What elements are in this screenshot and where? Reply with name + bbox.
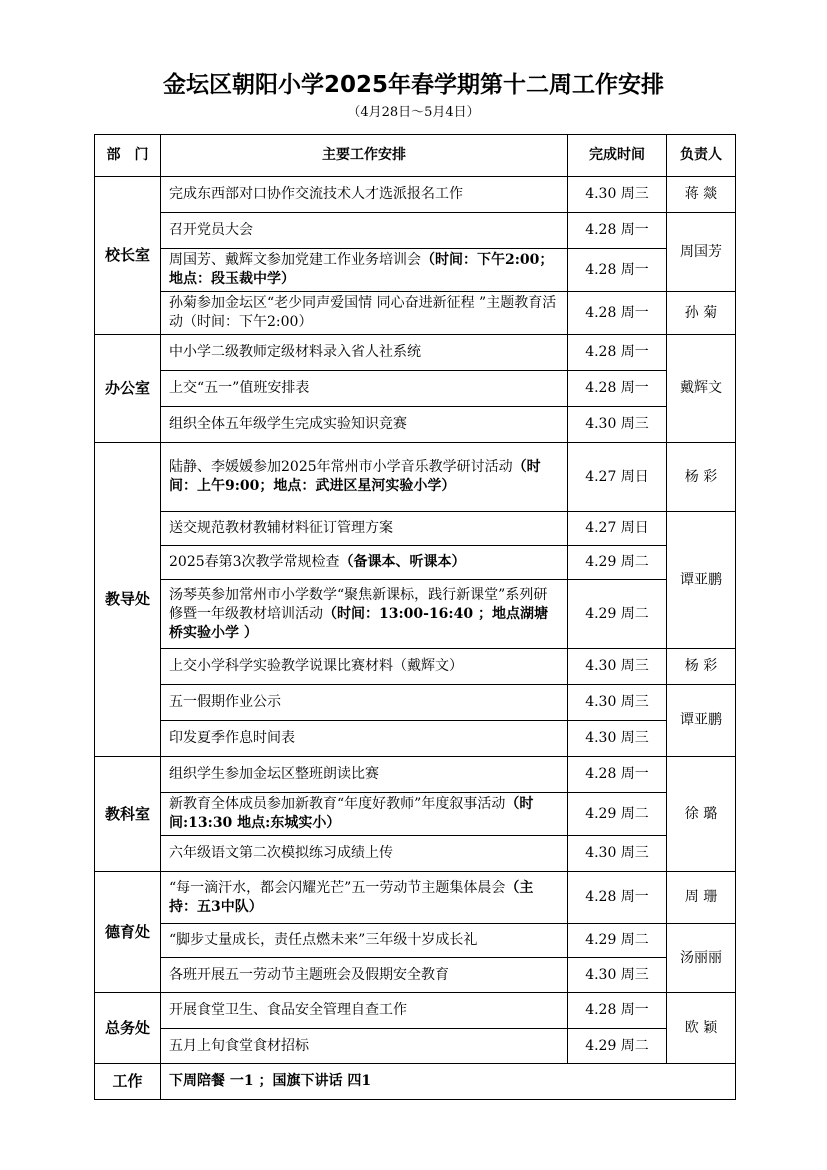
task-cell: 送交规范教材教辅材料征订管理方案 bbox=[161, 512, 568, 546]
header-time: 完成时间 bbox=[568, 135, 667, 177]
table-row bbox=[95, 793, 736, 836]
task-cell: 中小学二级教师定级材料录入省人社系统 bbox=[161, 335, 568, 371]
table-row bbox=[95, 407, 736, 443]
table-row bbox=[95, 649, 736, 685]
page-subtitle: （4月28日～5月4日） bbox=[347, 105, 480, 120]
time-cell: 4.28 周一 bbox=[568, 371, 667, 407]
task-cell: 上交小学科学实验教学说课比赛材料（戴辉文） bbox=[161, 649, 568, 685]
task-cell: 五一假期作业公示 bbox=[161, 685, 568, 721]
table-row bbox=[95, 836, 736, 872]
time-cell: 4.28 周一 bbox=[568, 872, 667, 924]
task-cell: 新教育全体成员参加新教育“年度好教师”年度叙事活动（时间:13:30 地点:东城实小） bbox=[161, 793, 568, 836]
person-cell: 欧 颖 bbox=[667, 993, 736, 1064]
task-cell: 组织学生参加金坛区整班朗读比赛 bbox=[161, 757, 568, 793]
task-cell: 上交“五一”值班安排表 bbox=[161, 371, 568, 407]
time-cell: 4.30 周三 bbox=[568, 685, 667, 721]
task-cell: 印发夏季作息时间表 bbox=[161, 721, 568, 757]
person-cell: 杨 彩 bbox=[667, 649, 736, 685]
task-cell: 2025春第3次教学常规检查（备课本、听课本） bbox=[161, 546, 568, 580]
time-cell: 4.30 周三 bbox=[568, 407, 667, 443]
task-cell: 汤琴英参加常州市小学数学“聚焦新课标，践行新课堂”系列研修暨一年级教材培训活动（时间：13:00-16:40 ；地点湖塘桥实验小学 ） bbox=[161, 580, 568, 649]
person-cell: 周国芳 bbox=[667, 213, 736, 292]
header-person: 负责人 bbox=[667, 135, 736, 177]
dept-cell: 德育处 bbox=[95, 872, 161, 993]
person-cell: 徐 璐 bbox=[667, 757, 736, 872]
schedule-table bbox=[94, 134, 736, 1100]
task-cell: 六年级语文第二次模拟练习成绩上传 bbox=[161, 836, 568, 872]
table-row bbox=[95, 512, 736, 546]
task-cell: 组织全体五年级学生完成实验知识竞赛 bbox=[161, 407, 568, 443]
table-row bbox=[95, 213, 736, 249]
table-row bbox=[95, 580, 736, 649]
task-cell: 孙菊参加金坛区“老少同声爱国情 同心奋进新征程 ”主题教育活动（时间：下午2:00） bbox=[161, 292, 568, 335]
person-cell: 汤丽丽 bbox=[667, 924, 736, 993]
dept-cell: 办公室 bbox=[95, 335, 161, 443]
time-cell: 4.28 周一 bbox=[568, 292, 667, 335]
person-cell: 谭亚鹏 bbox=[667, 685, 736, 757]
person-cell: 戴辉文 bbox=[667, 335, 736, 443]
table-header-row bbox=[95, 135, 736, 177]
time-cell: 4.30 周三 bbox=[568, 649, 667, 685]
table-row bbox=[95, 924, 736, 958]
table-row bbox=[95, 721, 736, 757]
header-dept: 部 门 bbox=[95, 135, 161, 177]
header-task: 主要工作安排 bbox=[161, 135, 568, 177]
time-cell: 4.29 周二 bbox=[568, 1029, 667, 1064]
footer-note: 下周陪餐 一1 ；国旗下讲话 四1 bbox=[161, 1064, 736, 1100]
dept-cell: 总务处 bbox=[95, 993, 161, 1064]
table-row bbox=[95, 292, 736, 335]
time-cell: 4.29 周二 bbox=[568, 793, 667, 836]
task-cell: “脚步丈量成长，责任点燃未来”三年级十岁成长礼 bbox=[161, 924, 568, 958]
time-cell: 4.30 周三 bbox=[568, 958, 667, 993]
time-cell: 4.28 周一 bbox=[568, 335, 667, 371]
person-cell: 谭亚鹏 bbox=[667, 512, 736, 649]
table-row bbox=[95, 1029, 736, 1064]
dept-cell: 工作 bbox=[95, 1064, 161, 1100]
table-row bbox=[95, 177, 736, 213]
person-cell: 孙 菊 bbox=[667, 292, 736, 335]
table-row bbox=[95, 371, 736, 407]
task-cell: 五月上旬食堂食材招标 bbox=[161, 1029, 568, 1064]
task-cell: “每一滴汗水，都会闪耀光芒”五一劳动节主题集体晨会（主持：五3中队） bbox=[161, 872, 568, 924]
time-cell: 4.30 周三 bbox=[568, 721, 667, 757]
time-cell: 4.29 周二 bbox=[568, 924, 667, 958]
time-cell: 4.27 周日 bbox=[568, 512, 667, 546]
table-footer-row bbox=[95, 1064, 736, 1100]
time-cell: 4.28 周一 bbox=[568, 993, 667, 1029]
table-row bbox=[95, 872, 736, 924]
task-cell: 开展食堂卫生、食品安全管理自查工作 bbox=[161, 993, 568, 1029]
person-cell: 蒋 燚 bbox=[667, 177, 736, 213]
table-row bbox=[95, 335, 736, 371]
task-cell: 召开党员大会 bbox=[161, 213, 568, 249]
task-cell: 完成东西部对口协作交流技术人才选派报名工作 bbox=[161, 177, 568, 213]
table-row bbox=[95, 993, 736, 1029]
table-row bbox=[95, 249, 736, 292]
person-cell: 周 珊 bbox=[667, 872, 736, 924]
task-cell: 周国芳、戴辉文参加党建工作业务培训会（时间：下午2:00；地点：段玉裁中学） bbox=[161, 249, 568, 292]
task-cell: 各班开展五一劳动节主题班会及假期安全教育 bbox=[161, 958, 568, 993]
time-cell: 4.28 周一 bbox=[568, 249, 667, 292]
time-cell: 4.28 周一 bbox=[568, 213, 667, 249]
time-cell: 4.29 周二 bbox=[568, 580, 667, 649]
time-cell: 4.27 周日 bbox=[568, 443, 667, 512]
task-cell: 陆静、李媛媛参加2025年常州市小学音乐教学研讨活动（时间：上午9:00；地点：武进区星河实验小学） bbox=[161, 443, 568, 512]
person-cell: 杨 彩 bbox=[667, 443, 736, 512]
table-row bbox=[95, 546, 736, 580]
page-title: 金坛区朝阳小学2025年春学期第十二周工作安排 bbox=[162, 72, 664, 98]
table-row bbox=[95, 958, 736, 993]
time-cell: 4.28 周一 bbox=[568, 757, 667, 793]
time-cell: 4.30 周三 bbox=[568, 836, 667, 872]
dept-cell: 校长室 bbox=[95, 177, 161, 335]
dept-cell: 教科室 bbox=[95, 757, 161, 872]
dept-cell: 教导处 bbox=[95, 443, 161, 757]
table-row bbox=[95, 757, 736, 793]
table-row bbox=[95, 685, 736, 721]
table-row bbox=[95, 443, 736, 512]
time-cell: 4.30 周三 bbox=[568, 177, 667, 213]
time-cell: 4.29 周二 bbox=[568, 546, 667, 580]
